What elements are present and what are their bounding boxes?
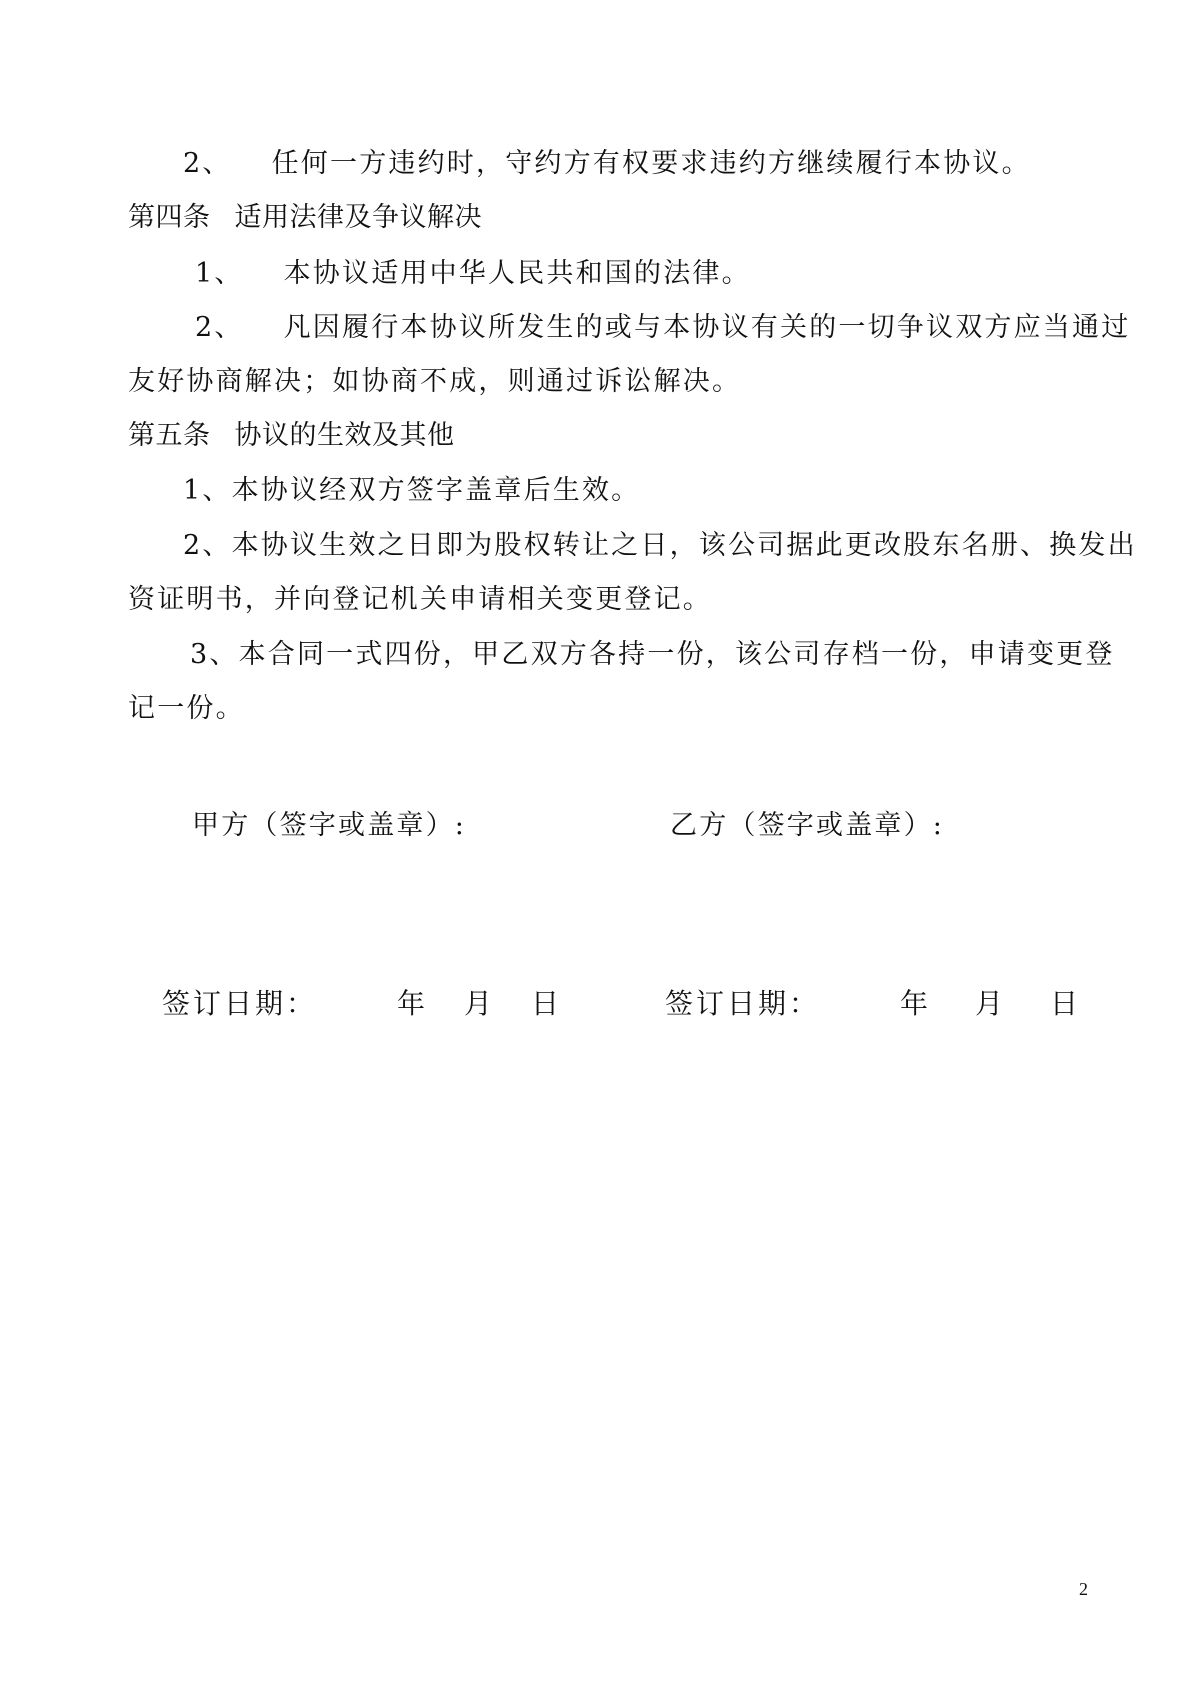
date-label: 签订日期： xyxy=(665,987,821,1020)
article5-item1 xyxy=(183,473,640,509)
article-number: 第五条 xyxy=(128,420,211,451)
article4-item1 xyxy=(195,256,751,292)
date-year: 年 xyxy=(900,987,932,1020)
date-day: 日 xyxy=(531,987,563,1020)
item-text: 3、本合同一式四份，甲乙双方各持一份，该公司存档一份，申请变更登 xyxy=(190,639,1115,670)
article-title: 协议的生效及其他 xyxy=(234,420,455,451)
item-text: 友好协商解决；如协商不成，则通过诉讼解决。 xyxy=(128,366,742,397)
item-text: 1、本协议经双方签字盖章后生效。 xyxy=(183,475,641,506)
date-month: 月 xyxy=(975,987,1007,1020)
item-number: 2、 xyxy=(195,312,244,343)
article4-heading xyxy=(128,200,482,236)
party-a-signature-label: 甲方（签字或盖章）: xyxy=(192,810,467,841)
item-text: 2、本协议生效之日即为股权转让之日，该公司据此更改股东名册、换发出 xyxy=(183,530,1137,561)
item-text: 记一份。 xyxy=(128,693,245,724)
item-text: 本协议适用中华人民共和国的法律。 xyxy=(283,258,751,289)
article5-heading xyxy=(128,418,455,454)
article5-item2-line2 xyxy=(128,582,712,618)
article5-item2-line1 xyxy=(183,528,1137,564)
article-title: 适用法律及争议解决 xyxy=(234,202,482,233)
item-number: 2、 xyxy=(183,148,232,179)
date-month: 月 xyxy=(464,987,496,1020)
party-b-signature-label: 乙方（签字或盖章）: xyxy=(670,810,945,841)
item-text: 凡因履行本协议所发生的或与本协议有关的一切争议双方应当通过 xyxy=(283,312,1131,343)
article5-item3-line2 xyxy=(128,691,245,727)
article5-item3-line1 xyxy=(190,637,1115,673)
date-label: 签订日期： xyxy=(162,987,318,1020)
article3-item2 xyxy=(183,146,1031,182)
date-year: 年 xyxy=(397,987,429,1020)
article4-item2-line2 xyxy=(128,364,741,400)
party-a-signing-date xyxy=(162,986,562,1022)
date-day: 日 xyxy=(1050,987,1082,1020)
article-number: 第四条 xyxy=(128,202,211,233)
party-b-signing-date xyxy=(665,986,1081,1022)
item-number: 1、 xyxy=(195,258,244,289)
item-text: 资证明书，并向登记机关申请相关变更登记。 xyxy=(128,584,712,615)
item-text: 任何一方违约时，守约方有权要求违约方继续履行本协议。 xyxy=(271,148,1031,179)
article4-item2-line1 xyxy=(195,310,1130,346)
page-number: 2 xyxy=(1079,1579,1088,1599)
